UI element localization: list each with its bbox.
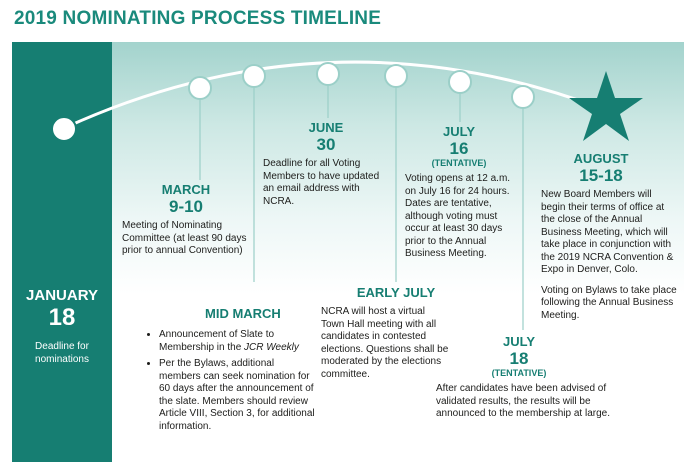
march-month: MARCH [161, 182, 211, 197]
july18-month: JULY [502, 334, 536, 349]
jcr-weekly-text: JCR Weekly [244, 341, 299, 353]
star-marker-august [569, 71, 643, 141]
marker-march [189, 77, 211, 99]
august-text-1: New Board Members will begin their terms of office at the close of the Annual Business Meeting, which will take place in conjunction with the 2019 NCRA Convention & Expo in Denver, Colo. [541, 189, 674, 275]
august-text-2: Voting on Bylaws to take place following the Annual Business Meeting. [541, 284, 677, 321]
event-early-july [321, 285, 449, 381]
event-mid-march [145, 306, 317, 437]
page-title: 2019 NOMINATING PROCESS TIMELINE [14, 8, 382, 29]
marker-early-july [385, 65, 407, 87]
marker-january [52, 117, 76, 141]
mid-march-bullet-1: • Announcement of Slate to Membership in the JCR Weekly [159, 329, 317, 354]
event-january [12, 287, 112, 366]
august-day: 15-18 [579, 166, 623, 185]
event-july18 [436, 334, 612, 421]
event-july16 [405, 124, 523, 261]
marker-july18 [512, 86, 534, 108]
january-day: 18 [48, 304, 76, 331]
july16-tentative: (TENTATIVE) [431, 158, 487, 168]
june-month: JUNE [308, 120, 344, 135]
july16-text: Voting opens at 12 a.m. on July 16 for 24 hours. Dates are tentative, although voting must occur at least 30 days prior to the Annual Business Meeting. [405, 173, 511, 259]
event-august [541, 151, 677, 322]
august-month: AUGUST [573, 151, 629, 166]
early-july-text: NCRA will host a virtual Town Hall meeting with all candidates in contested elections. Questions shall be moderated by the elections committee. [321, 306, 449, 380]
june-text: Deadline for all Voting Members to have updated an email address with NCRA. [263, 158, 380, 207]
july16-month: JULY [442, 124, 476, 139]
july18-day: 18 [509, 349, 529, 368]
event-june [263, 120, 383, 208]
january-month: JANUARY [26, 287, 98, 304]
mid-march-bullet-2: • Per the Bylaws, additional members can seek nomination for 60 days after the announcement of the slate. Members should review Article VIII, Section 3, for additional information. [159, 358, 317, 433]
march-text: Meeting of Nominating Committee (at least 90 days prior to annual Convention) [122, 220, 247, 256]
event-march [122, 182, 250, 258]
january-text: Deadline for nominations [35, 341, 89, 365]
marker-mid-march [243, 65, 265, 87]
july16-day: 16 [449, 139, 469, 158]
mid-march-month: MID MARCH [205, 306, 281, 321]
july18-text: After candidates have been advised of validated results, the results will be announced to the membership at large. [436, 383, 610, 419]
march-day: 9-10 [168, 197, 204, 216]
july18-tentative: (TENTATIVE) [491, 368, 547, 378]
june-day: 30 [316, 135, 336, 154]
marker-june [317, 63, 339, 85]
early-july-month: EARLY JULY [356, 285, 436, 300]
marker-july16 [449, 71, 471, 93]
